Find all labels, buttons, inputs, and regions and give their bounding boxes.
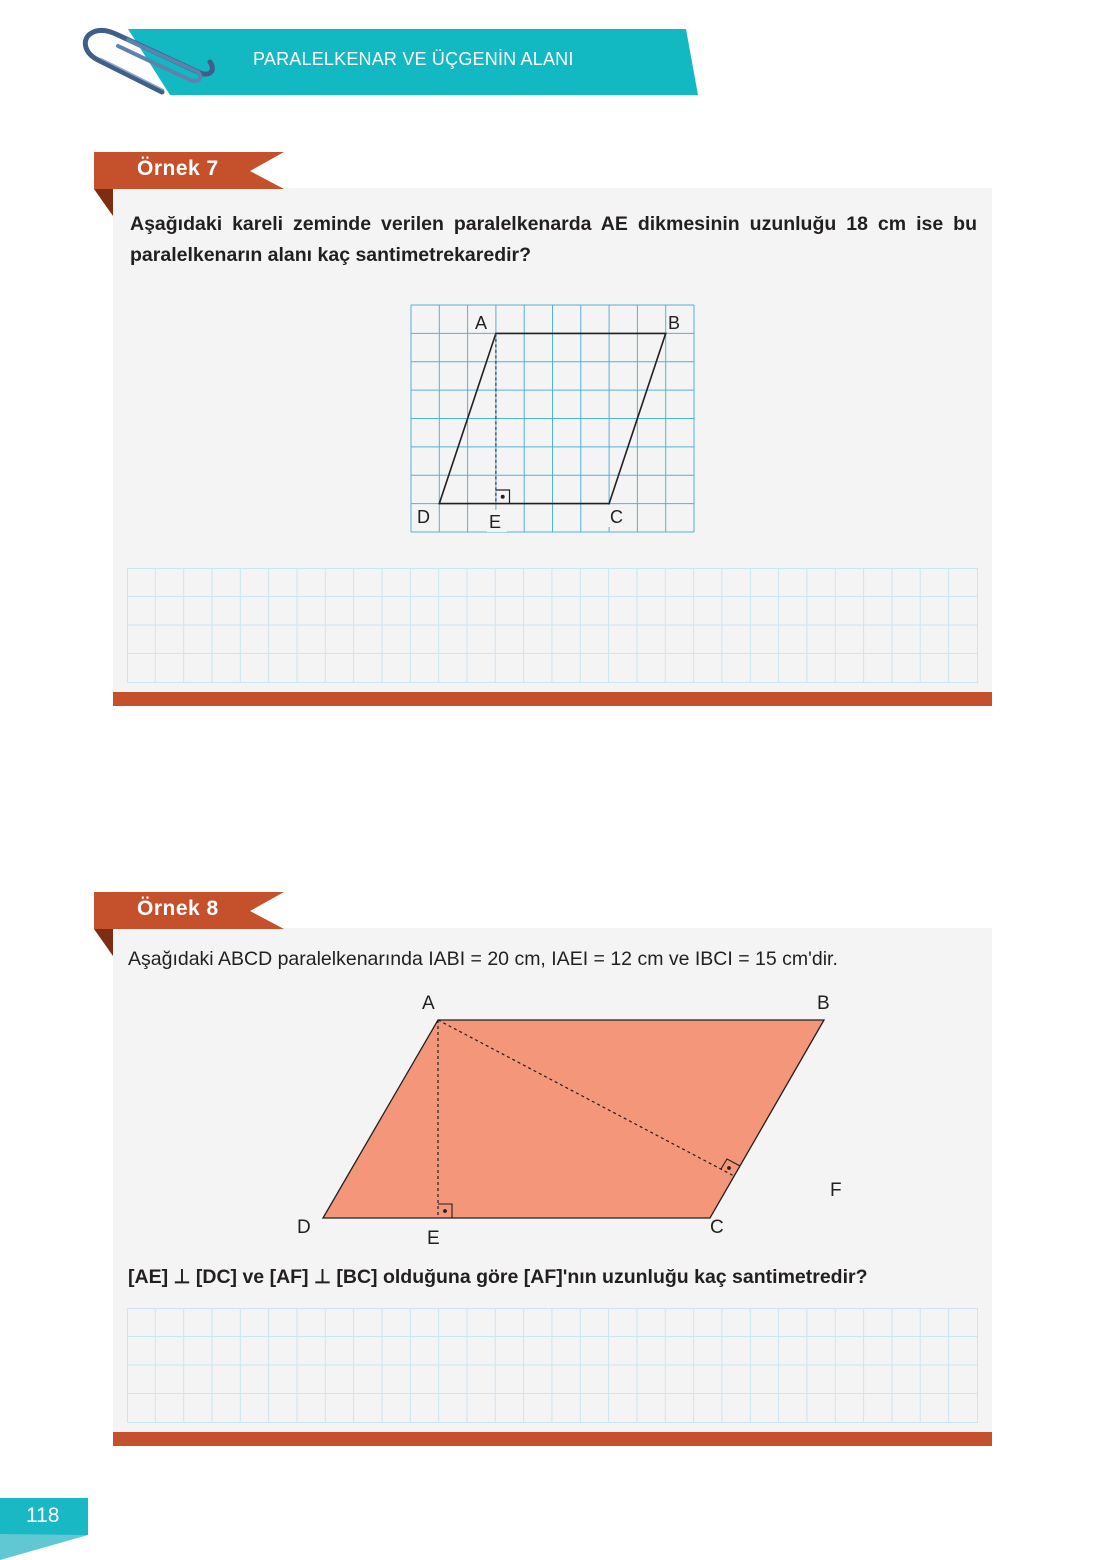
example-8-question: [AE] ⊥ [DC] ve [AF] ⊥ [BC] olduğuna göre [AF]'nın uzunluğu kaç santimetredir? bbox=[128, 1266, 868, 1288]
vertex-label-a: A bbox=[422, 993, 435, 1014]
example-8-figure bbox=[294, 990, 954, 1250]
parallelogram-abcd bbox=[323, 1020, 824, 1218]
page-corner-decoration bbox=[0, 1534, 90, 1560]
figure-grid bbox=[411, 305, 694, 532]
vertex-label-d: D bbox=[297, 1217, 311, 1238]
paperclip-icon bbox=[70, 22, 230, 107]
example-8-answer-grid[interactable] bbox=[127, 1308, 979, 1424]
example-7-question: Aşağıdaki kareli zeminde verilen paralelkenarda AE dikmesinin uzunluğu 18 cm ise bu paralelkenarın alanı kaç santimetrekaredir? bbox=[130, 213, 977, 266]
point-label-e: E bbox=[489, 512, 502, 532]
example-7 bbox=[94, 152, 992, 706]
page-number: 118 bbox=[26, 1504, 60, 1527]
chapter-title: PARALELKENAR VE ÜÇGENİN ALANI bbox=[253, 49, 574, 69]
example-7-tag-label: Örnek 7 bbox=[137, 157, 219, 180]
vertex-label-b: B bbox=[817, 993, 830, 1014]
vertex-label-b: B bbox=[668, 313, 681, 333]
point-label-f: F bbox=[830, 1180, 842, 1201]
example-7-answer-grid[interactable] bbox=[127, 568, 979, 684]
vertex-label-d: D bbox=[417, 507, 430, 527]
example-8-intro: Aşağıdaki ABCD paralelkenarında IABI = 20 cm, IAEI = 12 cm ve IBCI = 15 cm'dir. bbox=[128, 948, 838, 970]
point-label-e: E bbox=[427, 1228, 440, 1249]
right-angle-mark bbox=[496, 490, 510, 504]
vertex-label-c: C bbox=[610, 507, 623, 527]
example-8 bbox=[94, 892, 992, 1448]
example-7-bottom-bar bbox=[113, 692, 992, 706]
vertex-label-a: A bbox=[475, 313, 488, 333]
vertex-label-c: C bbox=[710, 1217, 724, 1238]
example-8-bottom-bar bbox=[113, 1432, 992, 1446]
example-8-tag-label: Örnek 8 bbox=[137, 897, 219, 920]
example-7-figure bbox=[410, 304, 696, 534]
